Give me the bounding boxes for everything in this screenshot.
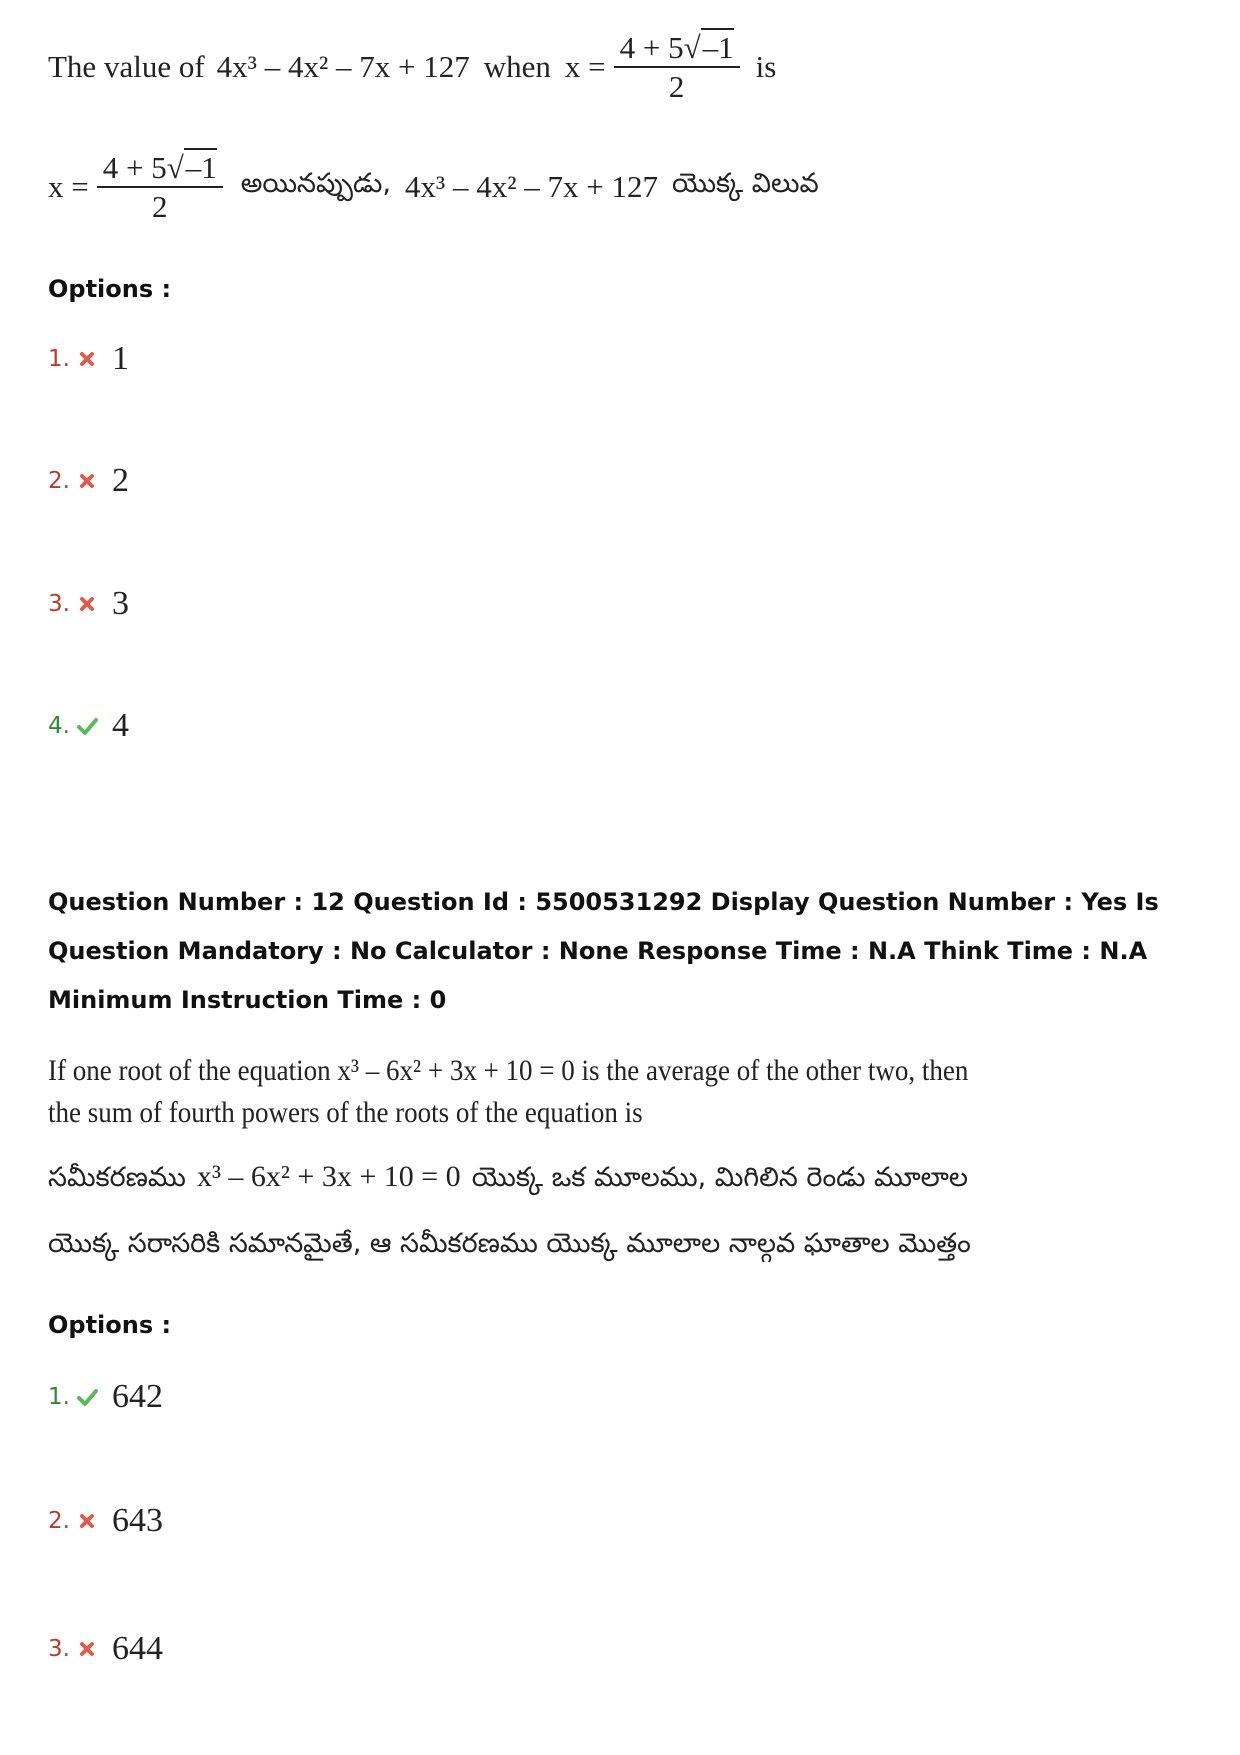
q1-telugu-x-eq: x = — [48, 169, 89, 205]
q1-telugu-x-denominator: 2 — [151, 188, 168, 224]
q1-english-suffix: is — [755, 49, 777, 85]
q1-x-numerator: 4 + 5 — [619, 30, 684, 65]
q2-option-2-value: 643 — [112, 1502, 163, 1539]
q2-telugu-line1-b: యొక్క ఒక మూలము, మిగిలిన రెండు మూలాల — [471, 1162, 969, 1193]
q1-option-1-number: 1. — [48, 346, 70, 372]
q2-option-1 — [48, 1378, 163, 1416]
cross-icon — [76, 348, 98, 370]
q1-telugu-statement — [48, 150, 819, 225]
q1-english-statement — [48, 30, 776, 105]
q2-telugu-line1 — [48, 1160, 968, 1200]
q1-option-3 — [48, 585, 129, 623]
q2-option-3 — [48, 1630, 163, 1668]
q2-telugu-line1-a: సమీకరణము — [48, 1162, 186, 1193]
q2-option-3-number: 3. — [48, 1636, 70, 1662]
q1-option-1-value: 1 — [112, 340, 129, 377]
q1-x-denominator: 2 — [668, 68, 685, 104]
q1-option-2 — [48, 462, 129, 500]
cross-icon — [76, 593, 98, 615]
q1-telugu-x-numerator: 4 + 5 — [102, 150, 167, 185]
q1-english-prefix: The value of — [48, 49, 205, 85]
cross-icon — [76, 470, 98, 492]
cross-icon — [76, 1510, 98, 1532]
q1-option-4-value: 4 — [112, 707, 129, 744]
q1-option-2-value: 2 — [112, 462, 129, 499]
q2-meta: Question Number : 12 Question Id : 5500531292 Display Question Number : Yes Is Question Mandatory : No Calculator : None Response Time : N.A Think Time : N.A Minimum Instruction Time : 0 — [48, 888, 1159, 1014]
q2-english-line2: the sum of fourth powers of the roots of the equation is — [48, 1096, 643, 1129]
q1-telugu-poly: 4x³ – 4x² – 7x + 127 — [404, 169, 658, 205]
q1-option-4 — [48, 707, 129, 745]
q1-x-fraction: $\frac{4 + 5√-1}{2}$ — [614, 30, 740, 105]
cross-icon — [76, 1638, 98, 1660]
q2-option-1-number: 1. — [48, 1384, 70, 1410]
q1-option-2-number: 2. — [48, 468, 70, 494]
q1-x-radicand: –1 — [702, 30, 734, 65]
check-icon — [76, 715, 98, 737]
q1-english-poly: 4x³ – 4x² – 7x + 127 — [216, 49, 470, 85]
q2-english-line1: If one root of the equation x³ – 6x² + 3x + 10 = 0 is the average of the other two, then — [48, 1054, 969, 1087]
q2-option-3-value: 644 — [112, 1630, 163, 1667]
q2-option-2 — [48, 1502, 163, 1540]
q1-option-3-number: 3. — [48, 591, 70, 617]
q2-option-1-value: 642 — [112, 1378, 163, 1415]
q2-options-label: Options : — [48, 1311, 172, 1339]
q1-option-1 — [48, 340, 129, 378]
q1-option-3-value: 3 — [112, 585, 129, 622]
q1-x-eq: x = — [564, 49, 606, 85]
q2-option-2-number: 2. — [48, 1508, 70, 1534]
check-icon — [76, 1386, 98, 1408]
q1-english-when: when — [483, 49, 551, 85]
q1-telugu-mid: అయినప్పుడు, — [240, 168, 391, 200]
q1-telugu-x-radicand: –1 — [185, 150, 217, 185]
q1-telugu-x-fraction: $\frac{4 + 5√-1}{2}$ — [97, 150, 223, 225]
q2-telugu-line1-eq: x³ – 6x² + 3x + 10 = 0 — [196, 1160, 461, 1193]
q2-telugu-line2: యొక్క సరాసరికి సమానమైతే, ఆ సమీకరణము యొక్క మూలాల నాల్గవ ఘాతాల మొత్తం — [48, 1228, 971, 1259]
q1-option-4-number: 4. — [48, 713, 70, 739]
q1-telugu-suffix: యొక్క విలువ — [671, 168, 819, 200]
q1-options-label: Options : — [48, 275, 172, 303]
